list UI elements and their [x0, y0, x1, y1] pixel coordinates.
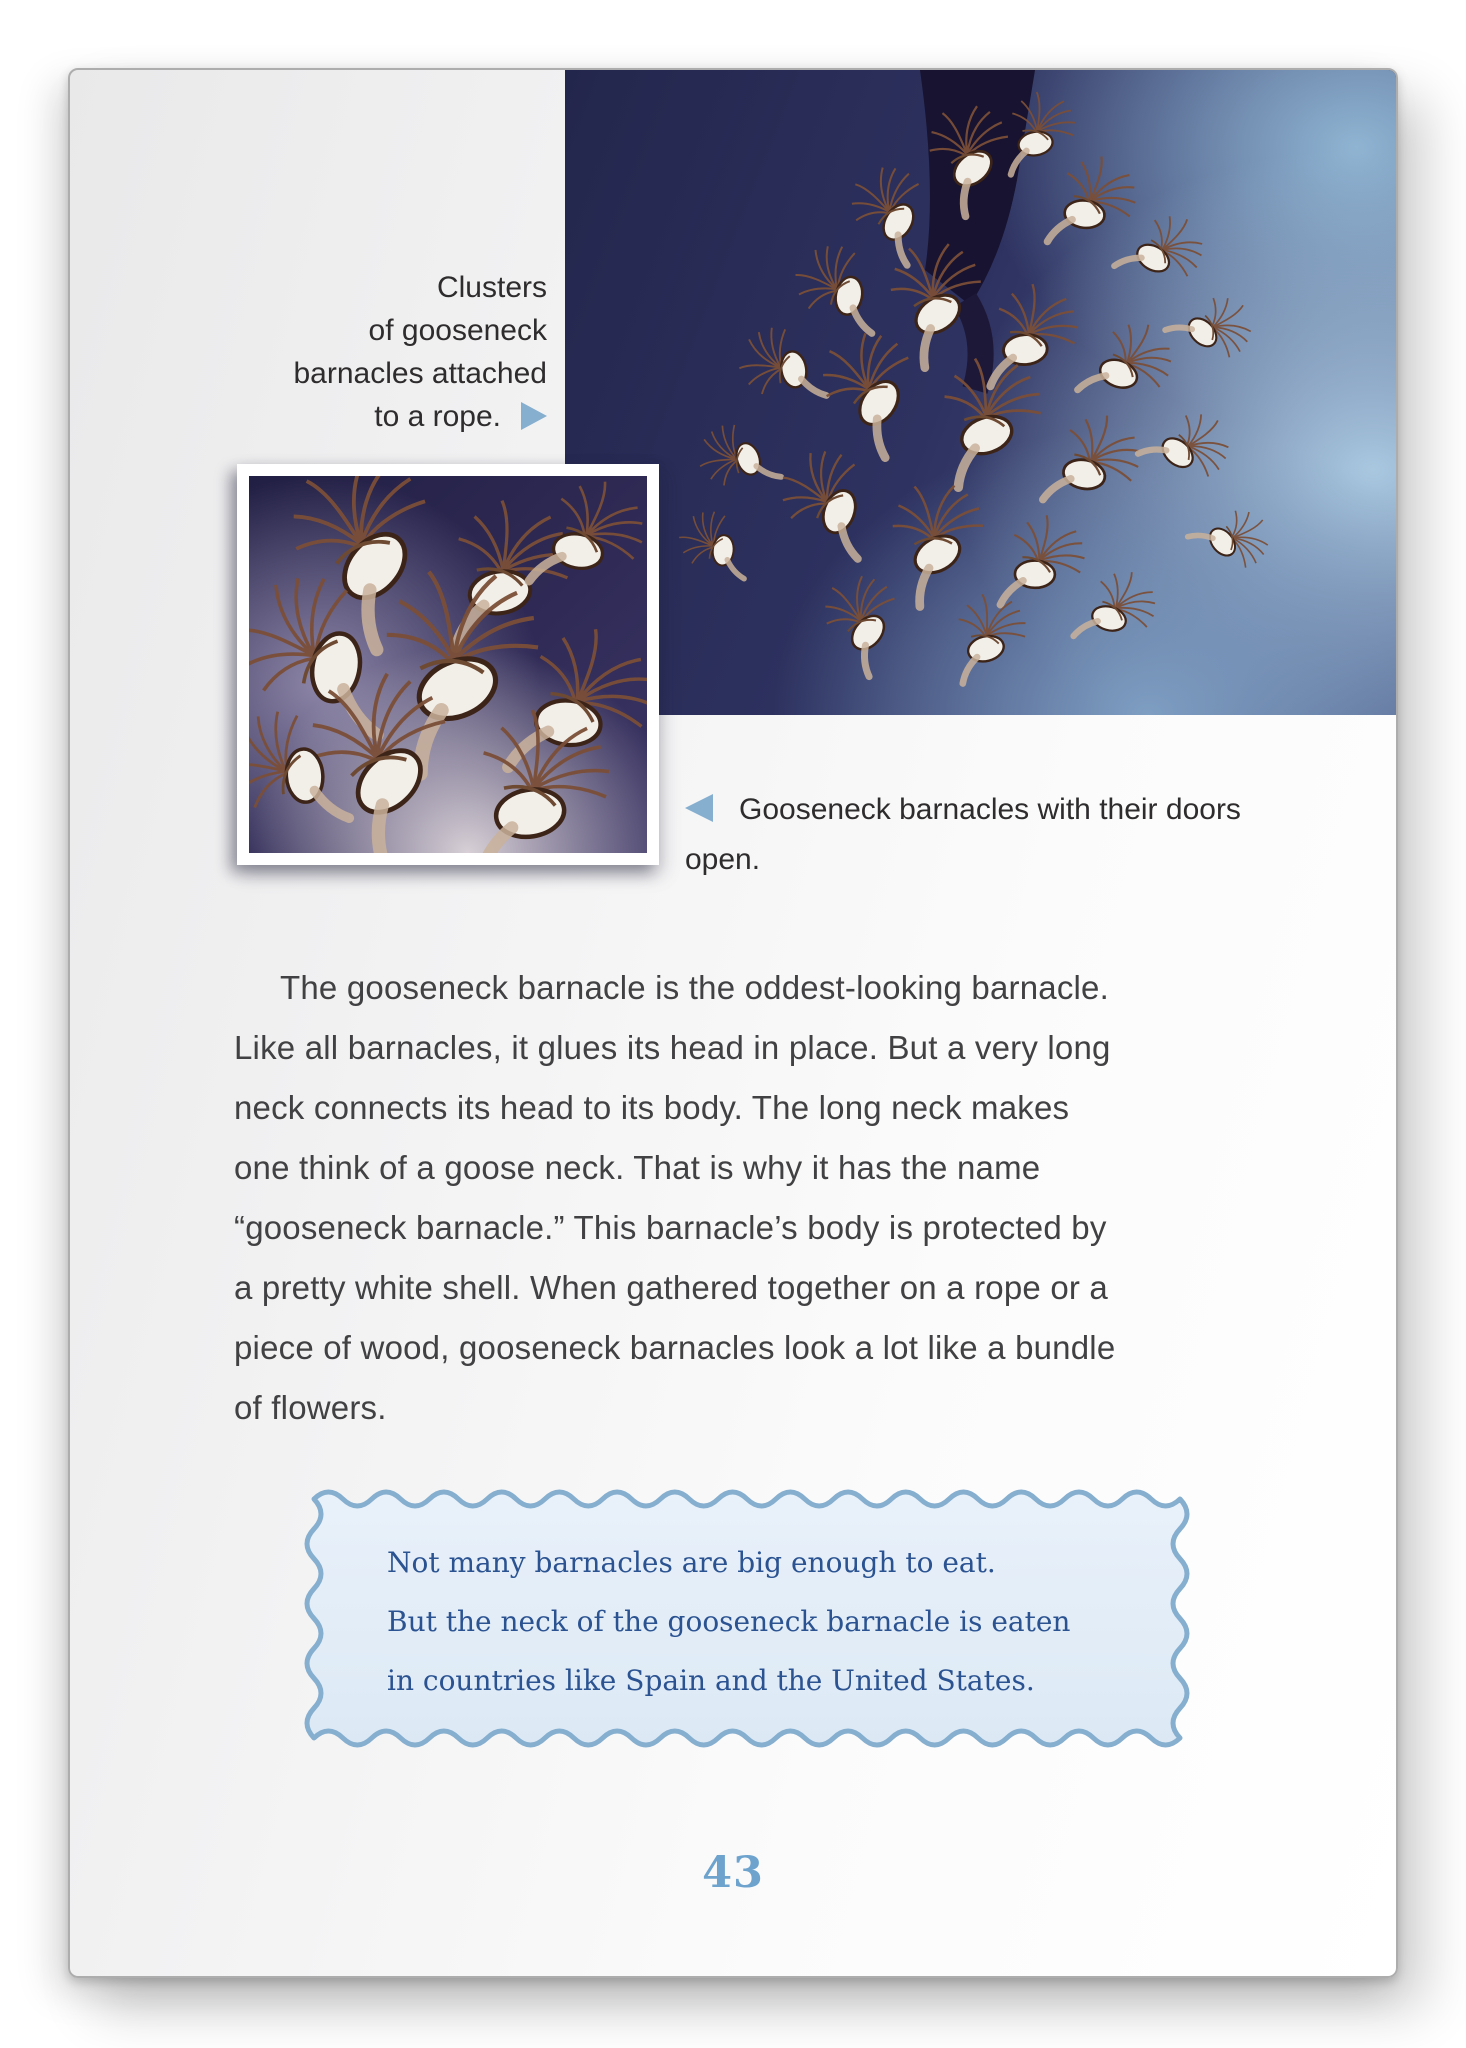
caption-line-text: to a rope. [374, 400, 501, 433]
caption-line: Clusters [436, 271, 547, 304]
triangle-right-icon [521, 402, 547, 430]
main-photo-image [565, 70, 1398, 715]
small-photo-image [249, 476, 647, 853]
body-line: piece of wood, gooseneck barnacles look a lot like a bundle [234, 1329, 1116, 1366]
fact-box [302, 1487, 1192, 1750]
caption-doors-open [685, 785, 1245, 885]
fact-line: Not many barnacles are big enough to eat. [387, 1546, 996, 1579]
body-line: Like all barnacles, it glues its head in place. But a very long [234, 1029, 1111, 1066]
body-line: neck connects its head to its body. The long neck makes [234, 1089, 1070, 1126]
fact-line: But the neck of the gooseneck barnacle is eaten [387, 1605, 1071, 1638]
page-number: 43 [702, 1848, 764, 1898]
fact-box-text [387, 1533, 1167, 1710]
body-line: one think of a goose neck. That is why it has the name [234, 1149, 1041, 1186]
body-line: a pretty white shell. When gathered together on a rope or a [234, 1269, 1108, 1306]
body-line: The gooseneck barnacle is the oddest-looking barnacle. [280, 969, 1109, 1006]
body-paragraph [234, 958, 1264, 1438]
body-line: of flowers. [234, 1389, 387, 1426]
book-page [68, 68, 1398, 1978]
caption-line [227, 395, 547, 438]
body-line: “gooseneck barnacle.” This barnacle’s body is protected by [234, 1209, 1107, 1246]
main-photo [565, 70, 1398, 715]
fact-line: in countries like Spain and the United States. [387, 1664, 1035, 1697]
small-photo [249, 476, 647, 853]
caption-line: barnacles attached [293, 357, 547, 390]
triangle-left-icon [685, 794, 713, 822]
caption-text: Gooseneck barnacles with their doors open. [685, 793, 1241, 876]
caption-line: of gooseneck [368, 314, 547, 347]
small-photo-frame [237, 464, 659, 865]
caption-clusters [227, 266, 547, 438]
